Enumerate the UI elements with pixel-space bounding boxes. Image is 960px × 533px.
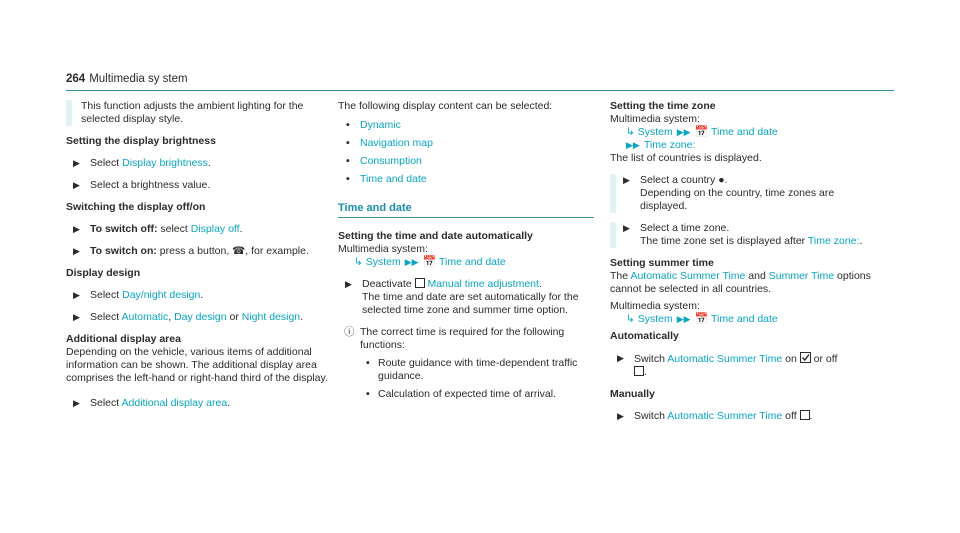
menu-path bbox=[338, 256, 600, 269]
arrow-icon: ▶ bbox=[73, 180, 80, 190]
checkbox-icon bbox=[634, 366, 644, 376]
arrow-icon: ▶ bbox=[617, 353, 624, 363]
menu-path bbox=[610, 313, 872, 326]
list-item bbox=[338, 155, 600, 168]
header-rule bbox=[66, 90, 894, 91]
time-date-link[interactable]: Time and date bbox=[439, 256, 506, 268]
section-title: Time and date bbox=[338, 202, 412, 214]
night-design-link[interactable]: Night design bbox=[241, 311, 301, 323]
arrow-icon: ▶ bbox=[617, 411, 624, 421]
summer-heading: Setting summer time bbox=[610, 257, 714, 269]
bullet-icon: • bbox=[346, 137, 350, 149]
additional-text: Depending on the vehicle, various items of additional information can be shown. The additional display area comprises the left-hand or right-hand third of the display. bbox=[66, 346, 328, 384]
double-chevron-icon: ▶▶ bbox=[676, 127, 691, 137]
additional-display-area-link[interactable]: Additional display area bbox=[121, 397, 228, 409]
page-header bbox=[66, 73, 188, 86]
intro-text: This function adjusts the ambient lighting for the selected display style. bbox=[66, 100, 328, 126]
list-item bbox=[338, 137, 600, 150]
automatically-heading: Automatically bbox=[610, 330, 679, 342]
step: ▶ Select Display brightness. bbox=[73, 157, 211, 169]
note: ⓘ The correct time is required for the following functions: bbox=[344, 326, 565, 351]
double-chevron-icon: ▶▶ bbox=[676, 314, 691, 324]
bullet-icon: • bbox=[346, 173, 350, 185]
system-link[interactable]: System bbox=[637, 126, 673, 138]
checked-box-icon bbox=[800, 352, 811, 363]
page-number: 264 bbox=[66, 73, 86, 85]
consumption-link[interactable]: Consumption bbox=[360, 155, 422, 167]
onoff-heading: Switching the display off/on bbox=[66, 201, 206, 213]
section-rule bbox=[338, 217, 594, 218]
dynamic-link[interactable]: Dynamic bbox=[360, 119, 401, 131]
system-link[interactable]: System bbox=[365, 256, 401, 268]
display-brightness-link[interactable]: Display brightness bbox=[122, 157, 208, 169]
day-night-design-link[interactable]: Day/night design bbox=[122, 289, 201, 301]
arrow-icon: ▶ bbox=[345, 279, 352, 289]
time-zone-link[interactable]: Time zone: bbox=[643, 139, 696, 151]
summer-text: The Automatic Summer Time and Summer Time options cannot be selected in all countries. bbox=[610, 270, 871, 295]
bullet-icon: • bbox=[366, 357, 370, 369]
automatic-summer-time-link[interactable]: Automatic Summer Time bbox=[630, 270, 746, 282]
calendar-icon: 📅 bbox=[422, 256, 437, 268]
auto-heading: Setting the time and date automatically bbox=[338, 230, 533, 242]
step: ▶ Select Day/night design. bbox=[73, 289, 204, 301]
display-off-link[interactable]: Display off bbox=[190, 223, 240, 235]
calendar-icon: 📅 bbox=[694, 126, 709, 138]
navigation-map-link[interactable]: Navigation map bbox=[360, 137, 433, 149]
checkbox-icon bbox=[800, 410, 810, 420]
arrow-icon: ▶ bbox=[73, 224, 80, 234]
path-arrow-icon: ↳ bbox=[626, 313, 635, 325]
menu-path-cont bbox=[610, 139, 872, 152]
step: ▶ Deactivate Manual time adjustment. The time and date are set automatically for the selected time zone and summer time option. bbox=[345, 278, 579, 316]
design-heading: Display design bbox=[66, 267, 141, 279]
step: ▶ Select a country ●. Depending on the country, time zones are displayed. bbox=[610, 174, 872, 213]
selectable-intro: The following display content can be selected: bbox=[338, 100, 553, 112]
brightness-heading: Setting the display brightness bbox=[66, 135, 216, 147]
arrow-icon: ▶ bbox=[73, 398, 80, 408]
manually-heading: Manually bbox=[610, 388, 655, 400]
menu-path bbox=[610, 126, 872, 139]
list-item: • Route guidance with time-dependent traffic guidance. bbox=[366, 357, 578, 382]
additional-heading: Additional display area bbox=[66, 333, 181, 345]
step: ▶ Switch Automatic Summer Time on or off . bbox=[617, 353, 838, 378]
arrow-icon: ▶ bbox=[73, 312, 80, 322]
column-1 bbox=[66, 100, 328, 419]
automatic-link[interactable]: Automatic bbox=[121, 311, 169, 323]
step: ▶ Select Additional display area. bbox=[73, 397, 231, 409]
arrow-icon: ▶ bbox=[623, 223, 630, 233]
multimedia-system-label: Multimedia system: bbox=[610, 113, 700, 125]
info-icon: ⓘ bbox=[344, 326, 355, 338]
arrow-icon: ▶ bbox=[623, 175, 630, 185]
bullet-icon: • bbox=[366, 388, 370, 400]
path-arrow-icon: ↳ bbox=[354, 256, 363, 268]
zone-text: The list of countries is displayed. bbox=[610, 152, 762, 164]
arrow-icon: ▶ bbox=[73, 246, 80, 256]
checkbox-icon bbox=[415, 278, 425, 288]
column-3 bbox=[610, 100, 872, 432]
double-chevron-icon: ▶▶ bbox=[626, 140, 640, 150]
list-item: • Calculation of expected time of arrival. bbox=[366, 388, 557, 400]
bullet-icon: • bbox=[346, 119, 350, 131]
multimedia-system-label: Multimedia system: bbox=[338, 243, 428, 255]
time-date-link[interactable]: Time and date bbox=[711, 313, 778, 325]
step: ▶ Switch Automatic Summer Time off . bbox=[617, 410, 813, 422]
step: ▶ Select a time zone. The time zone set is displayed after Time zone:. bbox=[610, 222, 872, 248]
arrow-icon: ▶ bbox=[73, 290, 80, 300]
calendar-icon: 📅 bbox=[694, 313, 709, 325]
step: ▶ Select a brightness value. bbox=[73, 179, 211, 191]
column-2 bbox=[338, 100, 600, 406]
system-link[interactable]: System bbox=[637, 313, 673, 325]
step: ▶ Select Automatic, Day design or Night design. bbox=[73, 311, 304, 323]
path-arrow-icon: ↳ bbox=[626, 126, 635, 138]
summer-time-link[interactable]: Summer Time bbox=[768, 270, 835, 282]
list-item bbox=[338, 119, 600, 132]
multimedia-system-label: Multimedia system: bbox=[610, 300, 700, 312]
automatic-summer-time-link[interactable]: Automatic Summer Time bbox=[667, 353, 783, 365]
zone-heading: Setting the time zone bbox=[610, 100, 716, 112]
step: ▶ To switch on: press a button, ☎, for example. bbox=[73, 245, 309, 257]
automatic-summer-time-link[interactable]: Automatic Summer Time bbox=[667, 410, 783, 422]
list-item bbox=[338, 173, 600, 186]
time-date-link[interactable]: Time and date bbox=[711, 126, 778, 138]
arrow-icon: ▶ bbox=[73, 158, 80, 168]
time-zone-link[interactable]: Time zone: bbox=[807, 235, 860, 247]
bullet-icon: • bbox=[346, 155, 350, 167]
running-title: Multimedia sy stem bbox=[89, 73, 188, 85]
time-and-date-link[interactable]: Time and date bbox=[360, 173, 427, 185]
manual-time-adjustment-link[interactable]: Manual time adjustment bbox=[427, 278, 539, 290]
double-chevron-icon: ▶▶ bbox=[404, 257, 419, 267]
step: ▶ To switch off: select Display off. bbox=[73, 223, 243, 235]
day-design-link[interactable]: Day design bbox=[174, 311, 227, 323]
